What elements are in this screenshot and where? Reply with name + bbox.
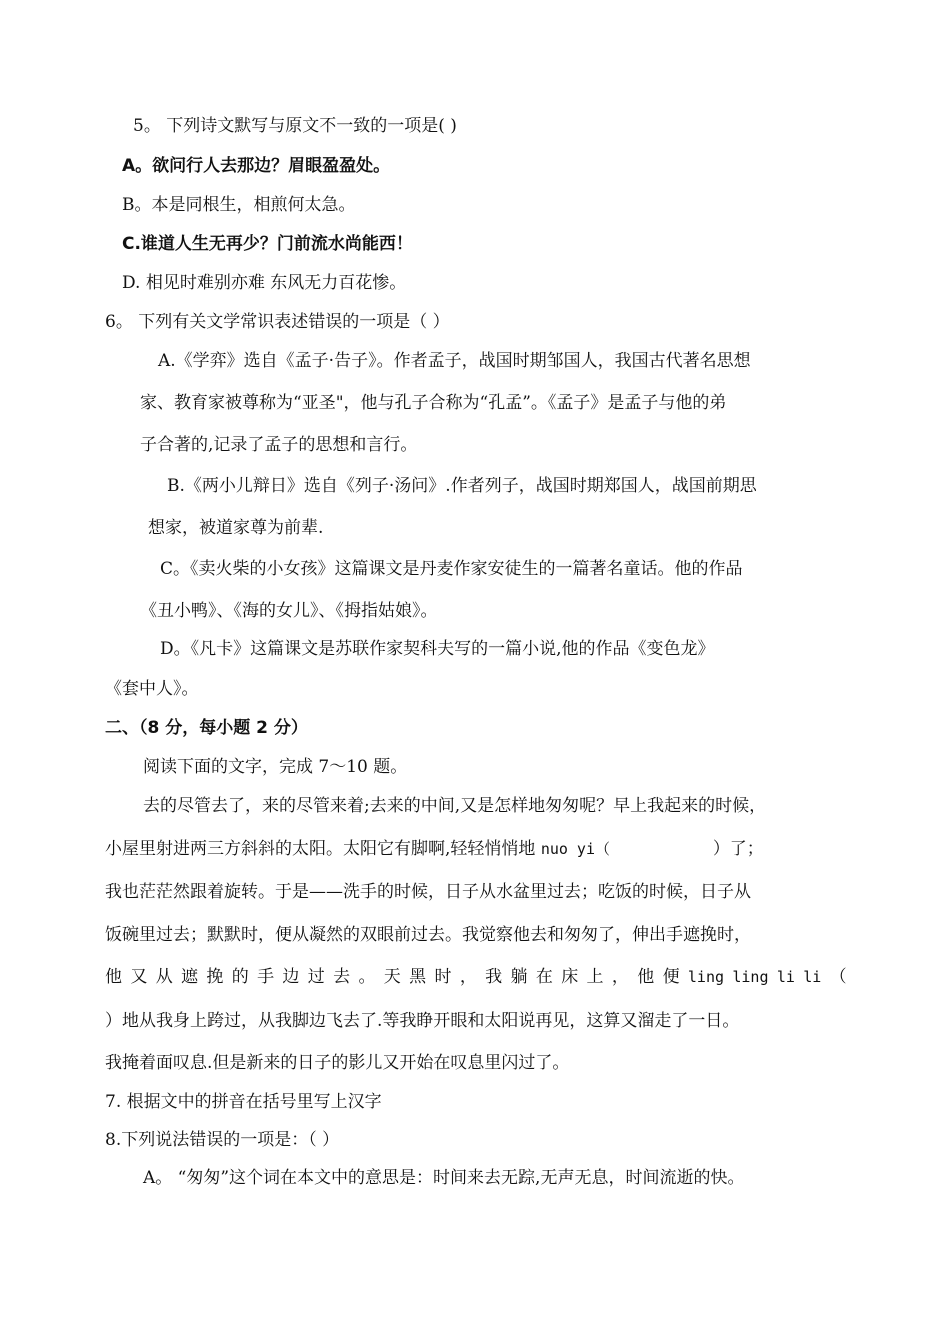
passage-line-5-token: 。 bbox=[358, 967, 376, 987]
q6-option-a-line2: 家、教育家被尊称为“亚圣"，他与孔子合称为“孔孟”。《孟子》是孟子与他的弟 bbox=[140, 393, 727, 413]
pinyin-nuo-yi: nuo yi（ bbox=[540, 840, 610, 858]
passage-line-5-token: li bbox=[776, 968, 795, 986]
passage-line-5-token: （ bbox=[829, 967, 847, 987]
passage-line-5-token: 去 bbox=[333, 967, 351, 987]
passage-line-5-token: 时 bbox=[434, 967, 452, 987]
passage-line-2-end: ）了； bbox=[712, 839, 764, 859]
q6-option-a-line1: A.《学弈》选自《孟子·告子》。作者孟子，战国时期邹国人，我国古代著名思想 bbox=[158, 351, 751, 371]
passage-line-2-text: 小屋里射进两三方斜斜的太阳。太阳它有脚啊,轻轻悄悄地 bbox=[105, 839, 536, 859]
q8-option-a: A。 “匆匆”这个词在本文中的意思是：时间来去无踪,无声无息，时间流逝的快。 bbox=[143, 1168, 745, 1188]
passage-line-5-token: ling bbox=[732, 968, 769, 986]
passage-line-5-token: 的 bbox=[231, 967, 249, 987]
passage-line-5-token: 我 bbox=[485, 967, 503, 987]
passage-line-5-token: 过 bbox=[307, 967, 325, 987]
passage-line-5 bbox=[105, 965, 847, 989]
q6-option-c-line1: C。《卖火柴的小女孩》这篇课文是丹麦作家安徒生的一篇著名童话。他的作品 bbox=[160, 559, 743, 579]
q6-stem: 6。 下列有关文学常识表述错误的一项是（ ） bbox=[105, 312, 450, 332]
q5-option-a: A。欲问行人去那边？眉眼盈盈处。 bbox=[122, 156, 391, 176]
passage-line-5-token: 上 bbox=[586, 967, 604, 987]
passage-line-5-token: 他 bbox=[637, 967, 655, 987]
passage-line-3: 我也茫茫然跟着旋转。于是——洗手的时候，日子从水盆里过去；吃饭的时候，日子从 bbox=[105, 882, 751, 902]
passage-line-5-token: 躺 bbox=[510, 967, 528, 987]
q6-option-c-line2: 《丑小鸭》、《海的女儿》、《拇指姑娘》。 bbox=[140, 601, 438, 621]
section-2-heading: 二、（8 分，每小题 2 分） bbox=[105, 718, 308, 738]
q6-option-b-line2: 想家，被道家尊为前辈. bbox=[148, 518, 324, 538]
q7-stem: 7. 根据文中的拼音在括号里写上汉字 bbox=[105, 1092, 382, 1112]
q6-option-b-line1: B.《两小儿辩日》选自《列子·汤问》.作者列子，战国时期郑国人，战国前期思 bbox=[167, 476, 757, 496]
q6-option-a-line3: 子合著的,记录了孟子的思想和言行。 bbox=[140, 435, 418, 455]
q5-option-b: B。本是同根生，相煎何太急。 bbox=[122, 195, 356, 215]
passage-line-7: 我掩着面叹息.但是新来的日子的影儿又开始在叹息里闪过了。 bbox=[105, 1053, 570, 1073]
passage-line-5-token: 黑 bbox=[409, 967, 427, 987]
q8-stem: 8.下列说法错误的一项是：（ ） bbox=[105, 1130, 340, 1150]
q6-option-d-line2: 《套中人》。 bbox=[105, 679, 199, 699]
passage-line-6: ）地从我身上跨过，从我脚边飞去了.等我睁开眼和太阳说再见，这算又溜走了一日。 bbox=[105, 1011, 740, 1031]
q5-option-d: D. 相见时难别亦难 东风无力百花惨。 bbox=[122, 273, 407, 293]
passage-line-5-token: ling bbox=[687, 968, 725, 986]
passage-line-5-token: 床 bbox=[561, 967, 579, 987]
passage-line-5-token: 从 bbox=[155, 967, 173, 987]
q5-option-c: C.谁道人生无再少？门前流水尚能西！ bbox=[122, 234, 413, 254]
passage-line-5-token: li bbox=[803, 968, 822, 986]
section-2-instruction: 阅读下面的文字，完成 7～10 题。 bbox=[143, 757, 408, 777]
passage-line-2 bbox=[105, 837, 764, 861]
passage-line-5-token: 挽 bbox=[206, 967, 224, 987]
passage-line-5-token: ， bbox=[459, 967, 477, 987]
q6-option-d-line1: D。《凡卡》这篇课文是苏联作家契科夫写的一篇小说,他的作品《变色龙》 bbox=[160, 639, 715, 659]
passage-line-5-token: 便 bbox=[662, 967, 680, 987]
passage-line-5-token: 他 bbox=[105, 967, 122, 987]
passage-line-4: 饭碗里过去；默默时，便从凝然的双眼前过去。我觉察他去和匆匆了，伸出手遮挽时， bbox=[105, 925, 751, 945]
passage-line-5-token: 边 bbox=[282, 967, 300, 987]
passage-line-1: 去的尽管去了，来的尽管来着;去来的中间,又是怎样地匆匆呢？早上我起来的时候， bbox=[143, 796, 767, 816]
passage-line-5-token: 手 bbox=[257, 967, 275, 987]
passage-line-5-token: 天 bbox=[383, 967, 401, 987]
passage-line-5-token: 又 bbox=[130, 967, 148, 987]
passage-line-5-token: ， bbox=[611, 967, 629, 987]
passage-line-5-token: 遮 bbox=[181, 967, 199, 987]
passage-line-5-token: 在 bbox=[535, 967, 553, 987]
q5-stem: 5。 下列诗文默写与原文不一致的一项是( ) bbox=[133, 116, 457, 136]
